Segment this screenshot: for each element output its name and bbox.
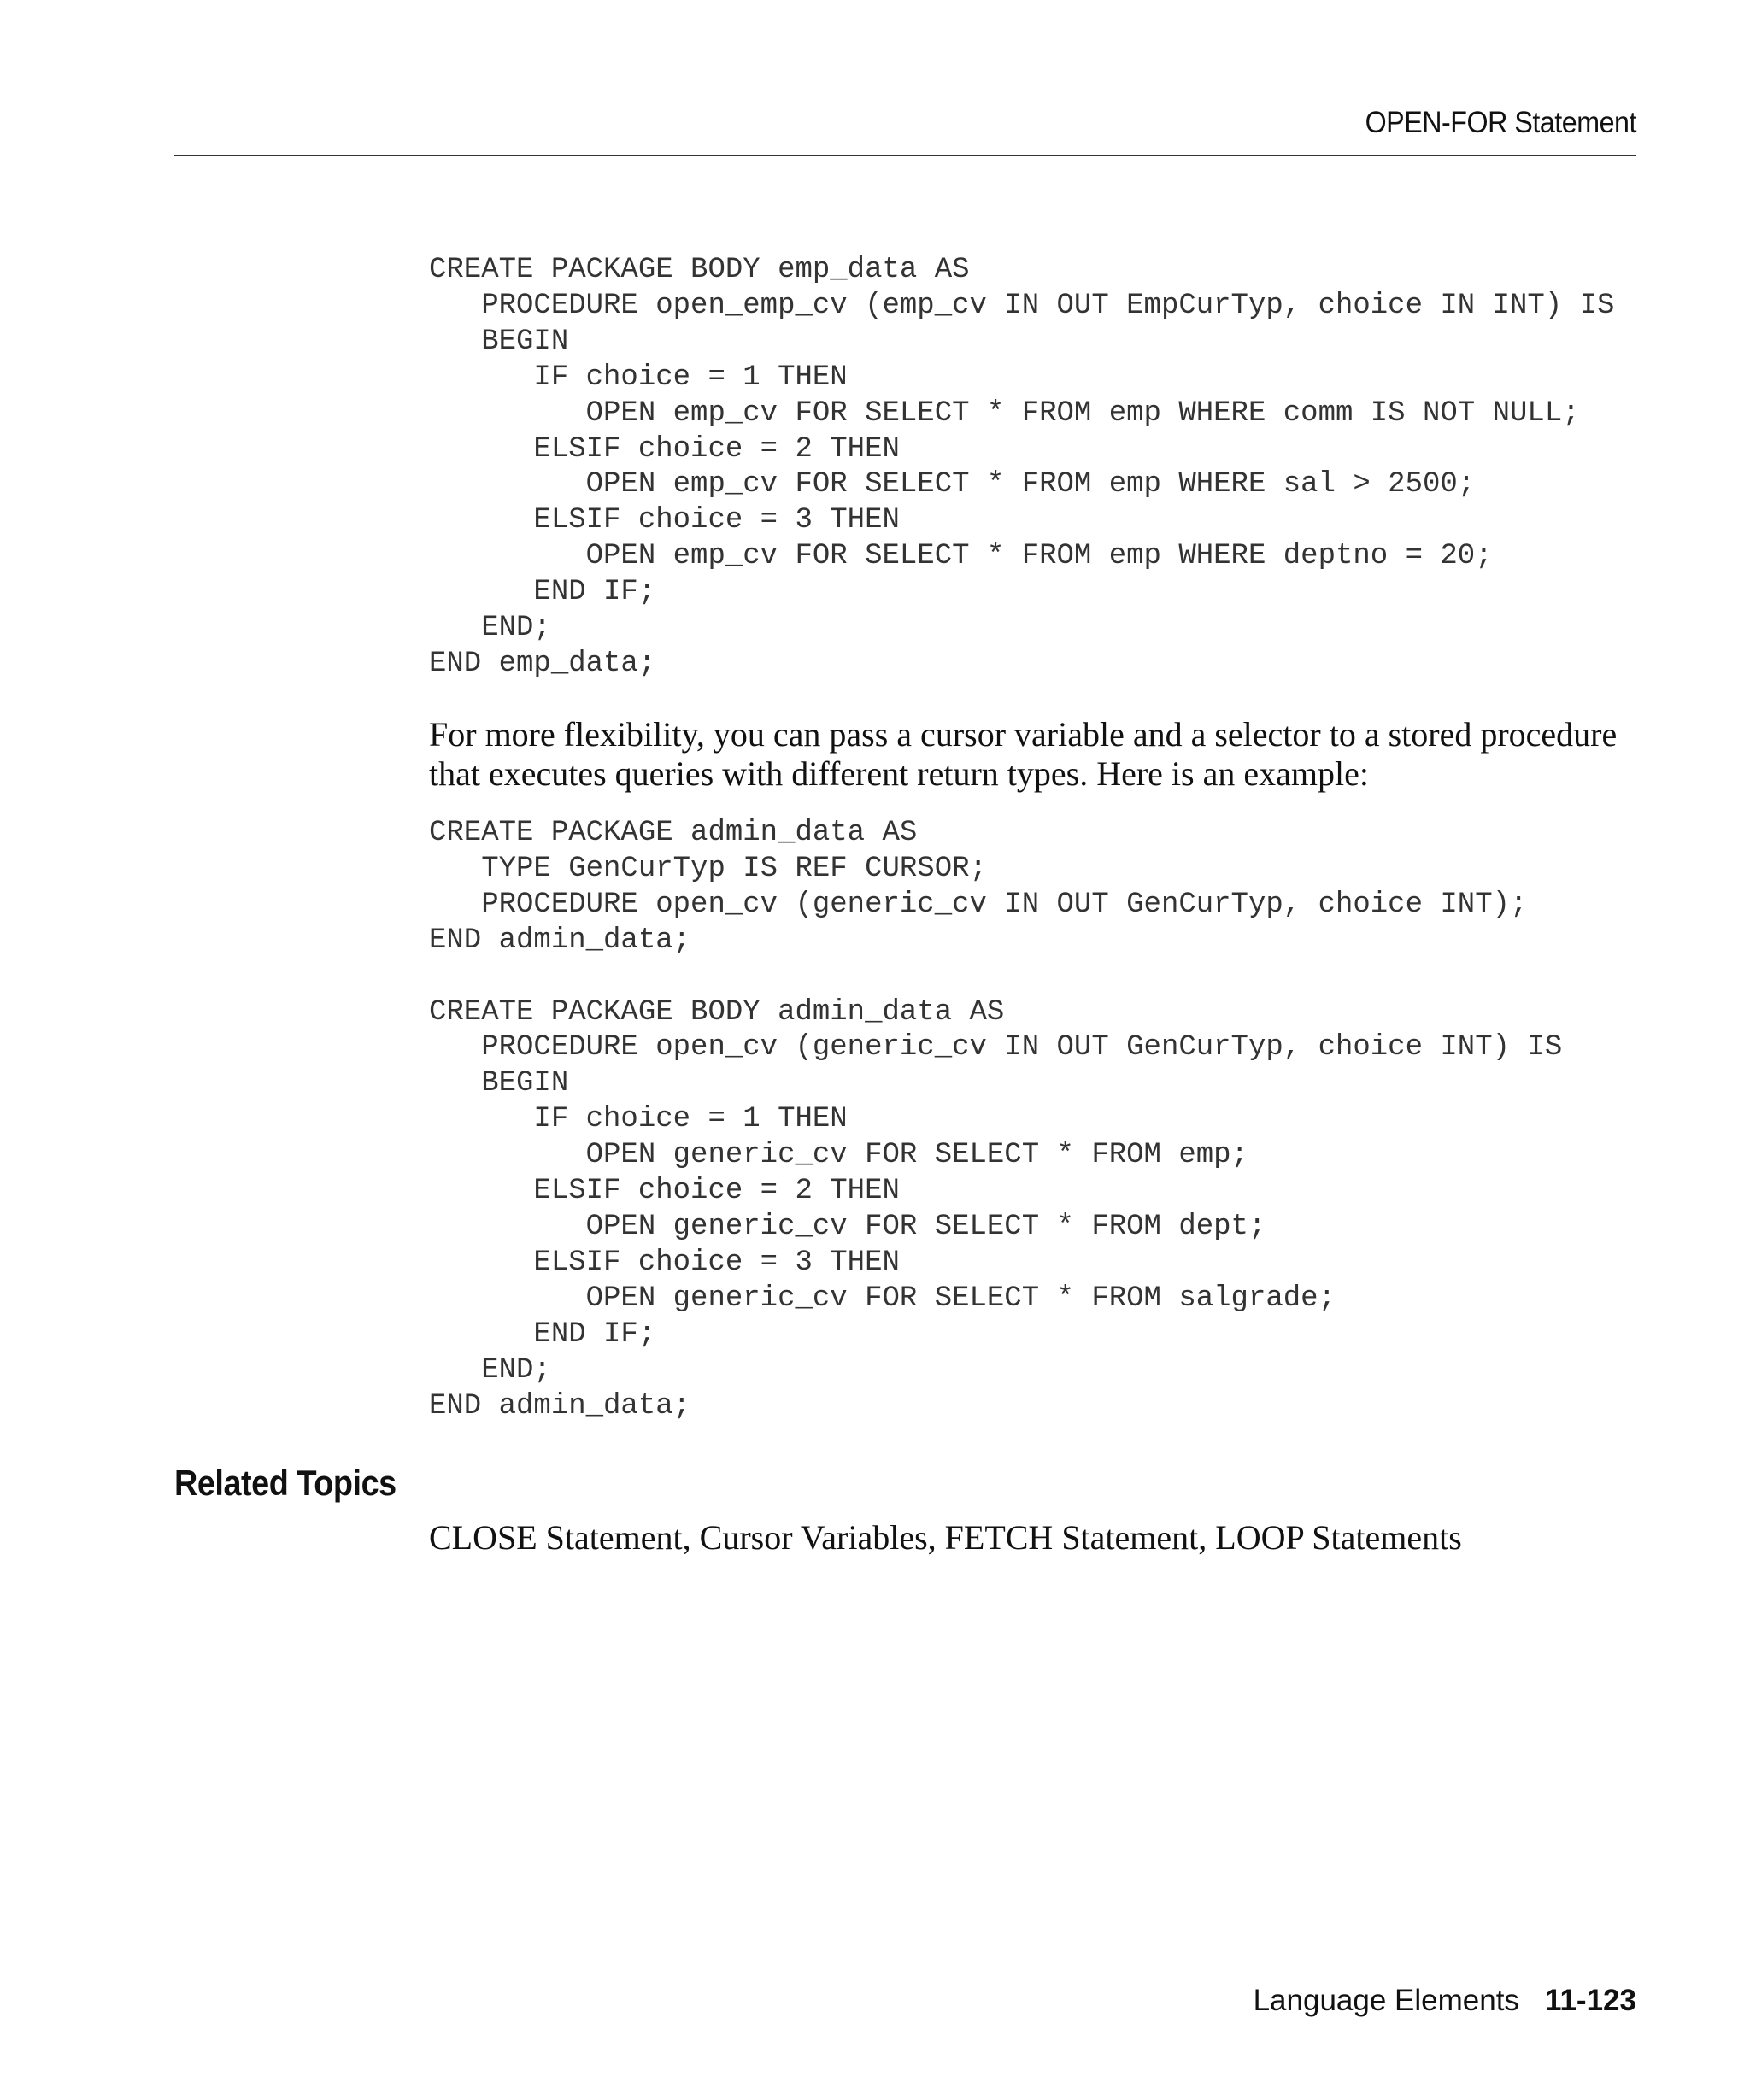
page-footer [1254,1984,1636,2018]
body-paragraph: For more flexibility, you can pass a cursor variable and a selector to a stored procedure that executes queries with different return types. Here is an example: [429,715,1618,793]
footer-page-number: 11-123 [1544,1984,1636,2017]
header-divider [174,155,1636,156]
code-example-admin-data: CREATE PACKAGE admin_data AS TYPE GenCurTyp IS REF CURSOR; PROCEDURE open_cv (generic_cv IN OUT GenCurTyp, choice INT); END admin_data; CREATE PACKAGE BODY admin_data AS PROCEDURE open_cv (generic_cv IN OUT GenCurTyp, choice INT) IS BEGIN IF choice = 1 THEN OPEN generic_cv FOR SELECT * FROM emp; ELSIF choice = 2 THEN OPEN generic_cv FOR SELECT * FROM dept; ELSIF choice = 3 THEN OPEN generic_cv FOR SELECT * FROM salgrade; END IF; END; END admin_data; [429,817,1563,1422]
related-topics-links: CLOSE Statement, Cursor Variables, FETCH Statement, LOOP Statements [429,1518,1462,1557]
running-header-title: OPEN-FOR Statement [1365,106,1636,139]
related-topics-heading: Related Topics [174,1463,396,1503]
footer-section-title: Language Elements [1253,1984,1519,2017]
code-example-emp-data: CREATE PACKAGE BODY emp_data AS PROCEDURE open_emp_cv (emp_cv IN OUT EmpCurTyp, choice IN INT) IS BEGIN IF choice = 1 THEN OPEN emp_cv FOR SELECT * FROM emp WHERE comm IS NOT NULL; ELSIF choice = 2 THEN OPEN emp_cv FOR SELECT * FROM emp WHERE sal > 2500; ELSIF choice = 3 THEN OPEN emp_cv FOR SELECT * FROM emp WHERE deptno = 20; END IF; END; END emp_data; [429,254,1615,680]
